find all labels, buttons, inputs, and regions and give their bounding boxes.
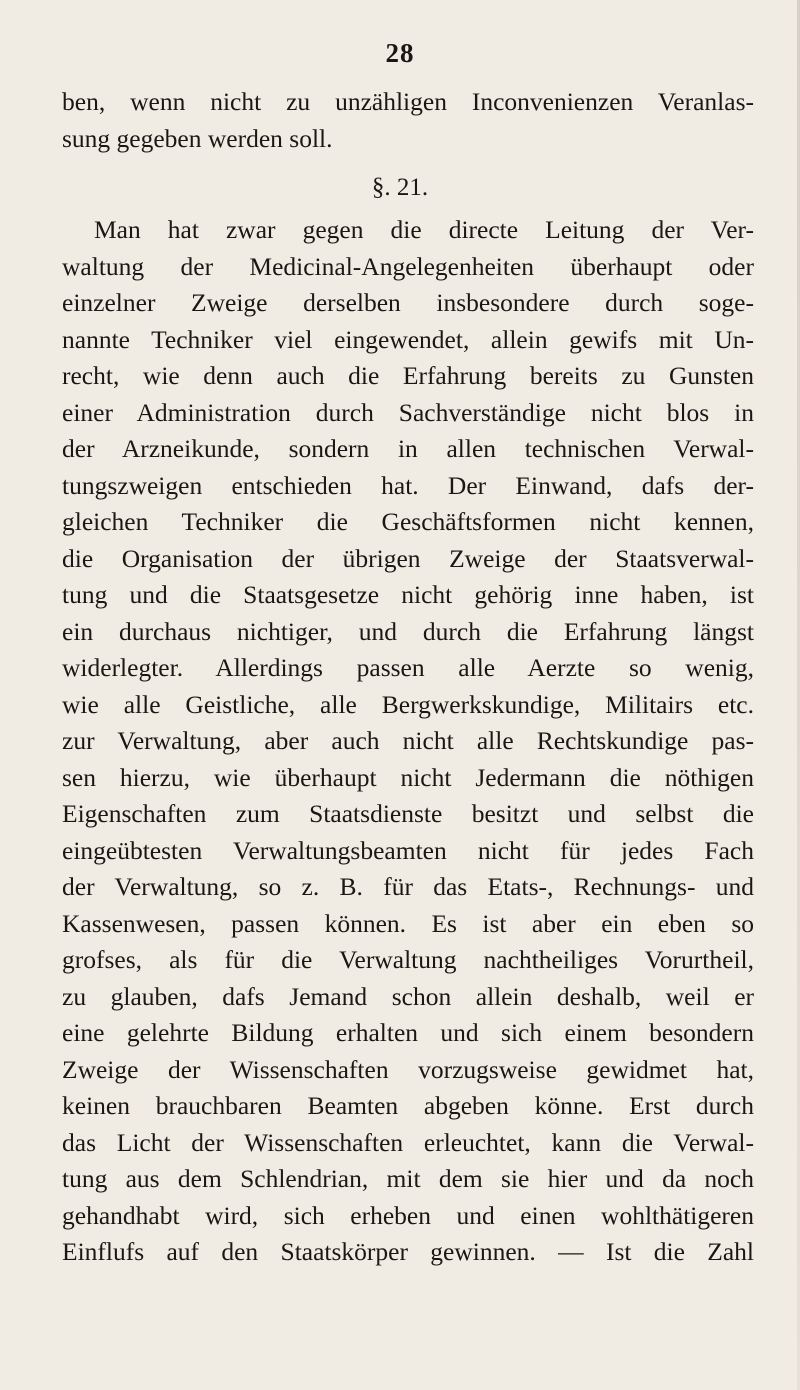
text-line: gehandhabt wird, sich erheben und einen wohlthätigeren	[62, 1200, 754, 1230]
text-line: ben, wenn nicht zu unzähligen Inconvenienzen Veranlas-	[62, 87, 754, 116]
text-line: tung und die Staatsgesetze nicht gehörig inne haben, ist	[62, 580, 754, 609]
opening-paragraph	[62, 84, 754, 157]
section-heading: §. 21.	[371, 174, 429, 201]
text-line: grofses, als für die Verwaltung nachtheiliges Vorurtheil,	[62, 945, 754, 974]
text-line: der Verwaltung, so z. B. für das Etats-, Rechnungs- und	[62, 872, 754, 901]
section-paragraph	[62, 212, 754, 1271]
text-line: gleichen Techniker die Geschäftsformen nicht kennen,	[62, 507, 754, 536]
text-line: sung gegeben werden soll.	[62, 123, 333, 153]
text-line: waltung der Medicinal-Angelegenheiten überhaupt oder	[62, 251, 754, 281]
text-line: keinen brauchbaren Beamten abgeben könne. Erst durch	[62, 1091, 754, 1120]
text-line: tungszweigen entschieden hat. Der Einwand, dafs der-	[62, 470, 754, 500]
text-line: eingeübtesten Verwaltungsbeamten nicht für jedes Fach	[62, 835, 754, 865]
text-line: sen hierzu, wie überhaupt nicht Jedermann die nöthigen	[62, 762, 754, 792]
text-line: zu glauben, dafs Jemand schon allein deshalb, weil er	[62, 981, 754, 1011]
text-line: Kassenwesen, passen können. Es ist aber ein eben so	[62, 908, 754, 938]
text-line: die Organisation der übrigen Zweige der Staatsverwal-	[62, 543, 754, 573]
text-line: Eigenschaften zum Staatsdienste besitzt und selbst die	[62, 799, 754, 828]
text-line: einzelner Zweige derselben insbesondere durch soge-	[62, 288, 754, 317]
text-line: zur Verwaltung, aber auch nicht alle Rechtskundige pas-	[62, 726, 754, 755]
text-line: nannte Techniker viel eingewendet, allein gewifs mit Un-	[62, 324, 754, 354]
text-line: widerlegter. Allerdings passen alle Aerzte so wenig,	[62, 653, 754, 682]
text-line: recht, wie denn auch die Erfahrung bereits zu Gunsten	[62, 361, 754, 390]
text-line: tung aus dem Schlendrian, mit dem sie hier und da noch	[62, 1164, 754, 1193]
text-line: ein durchaus nichtiger, und durch die Erfahrung längst	[62, 616, 754, 646]
text-line: eine gelehrte Bildung erhalten und sich einem besondern	[62, 1018, 754, 1047]
text-line: Einflufs auf den Staatskörper gewinnen. — Ist die Zahl	[62, 1237, 754, 1266]
text-line: der Arzneikunde, sondern in allen technischen Verwal-	[62, 434, 754, 463]
text-line: Zweige der Wissenschaften vorzugsweise gewidmet hat,	[62, 1054, 754, 1084]
page-number: 28	[385, 38, 415, 68]
text-line: das Licht der Wissenschaften erleuchtet, kann die Verwal-	[62, 1127, 754, 1157]
text-line: wie alle Geistliche, alle Bergwerkskundige, Militairs etc.	[62, 689, 754, 719]
text-line: Man hat zwar gegen die directe Leitung der Ver-	[94, 215, 754, 244]
text-line: einer Administration durch Sachverständige nicht blos in	[62, 397, 754, 427]
